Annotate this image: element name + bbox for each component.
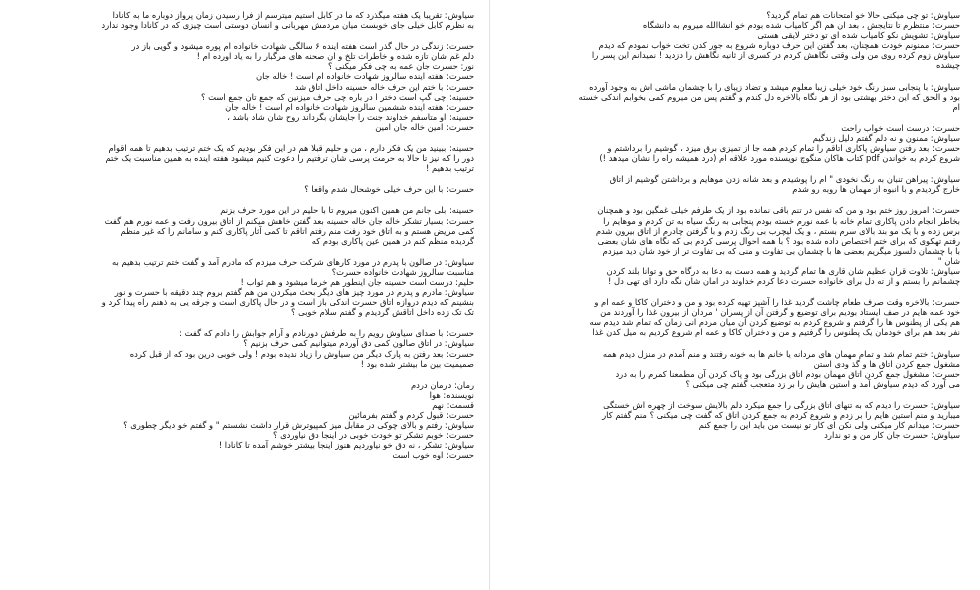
text-line: سیاوش: تقریبا یک هفته میگذرد که ما در کابل استیم میترسم از فرا رسیدن زمان پرواز دوباره ما به کانادا	[112, 10, 474, 20]
paragraph-gap	[514, 286, 960, 297]
paragraph-gap	[30, 194, 474, 205]
text-line: به نظرم کابل خیلی جای خوبست میان مردمش مهربانی و انسان دوستی است چیزی که در کانادا وجود ندارد	[101, 20, 474, 31]
text-line: تک تک زده داخل اتاقش گردیدم و گفتم سلام خوبی ؟	[291, 307, 474, 318]
text-line: حسرت: بعد رفتن به پارک دیگر من سیاوش را زیاد ندیده بودم ! ولی خوبی درین بود که از قبل کرده	[129, 348, 474, 359]
paragraph-gap	[514, 338, 960, 349]
text-line: حسینه: او متاسفم خداوند جنت را جایشان بگرداند روح شان شاد باشد ،	[227, 111, 474, 122]
left-page-text	[30, 10, 474, 460]
text-line: سیاوش: در صالون با پدرم در مورد کارهای شرکت حرف میزدم که مادرم آمد و گفت ختم ترتیب بدهیم به	[112, 256, 474, 267]
text-line: حسرت: درست است خواب راحت	[841, 122, 960, 133]
text-line: سیاوش: حسرت را دیدم که به تنهای اتاق بزرگی را جمع میکرد دلم بالایش سوخت از چهره اش خستگی	[603, 399, 960, 410]
text-line: نور: حسرت جان عمه به چی فکر میکنی ؟	[327, 61, 474, 72]
text-line: نویسنده: هوا	[429, 389, 474, 400]
text-line: حسینه: چی گپ است دختر ا در باره چی حرف میزنین که جمع تان جمع است ؟	[201, 91, 474, 102]
text-line: حسرت: بالاخره وقت صرف طعام چاشت گردید غذا را آشپز تهیه کرده بود و من و دختران کاکا و عمه ام و	[594, 297, 960, 308]
text-line: خود عمه هایم در صف ایستاد بودیم برای توضیع و گرفتن آن از پسران ' مردان از بیرون غذا را آوردند من	[600, 307, 960, 318]
text-line: حسرت: هفته اینده سالروز شهادت خانواده ام است ! خاله جان	[255, 71, 474, 82]
text-line: حسرت: بعد رفتن سیاوش پاکاری اتاقم را تمام کردم همه جا از تمیزی برق میزد ، گوشیم را برداشتم و	[607, 143, 960, 154]
text-line: مناسبت سالروز شهادت خانواده حسرت؟	[331, 266, 474, 277]
text-line: سیاوش: ختم تمام شد و تمام مهمان های مردانه یا خانم ها به خونه رفتند و منم آمدم در منزل دیدم همه	[602, 348, 960, 359]
text-line: حسرت: خوبم تشکر تو خودت خوبی در اینجا دق نیاوردی ؟	[272, 430, 474, 441]
text-line: سیاوش: مادرم و پدرم در مورد چیز های دیگر بحث میکردن من هم گفتم بروم چند دقیقه با حسرت و نور	[114, 287, 474, 298]
text-line: می آورد که دیدم سیاوش آمد و استین هایش را بر زد متعجب گفتم چی میکنی ؟	[685, 378, 960, 389]
text-line: میبارید و منم استین هایم را بر زدم و شروع کردم به جمع کردن اتاق که گفت چی میکنی ؟ منم گفتم کار	[602, 410, 960, 420]
paragraph-gap	[514, 389, 960, 400]
text-line: حسرت: بسیار تشکر خاله جان خاله حسینه بعد گفتن خاهش میکنم از اتاق بیرون رفت و عمه نورم هم گفت	[104, 215, 474, 226]
text-line: سیاوش: تلاوت قران عظیم شان قاری ها تمام گردید و همه دست به دعا به درگاه حق و توانا بلند کردن	[606, 265, 960, 276]
text-line: حسرت: هفته اینده ششمین سالروز شهادت خانواده ام است ! خاله جان	[225, 101, 474, 112]
right-page	[490, 0, 980, 590]
text-line: حسرت: امروز روز ختم بود و من که نفس در تنم باقی نمانده بود از یک طرفم خیلی غمگین بود و همچنان	[597, 205, 960, 216]
text-line: سیاوش: در اتاق صالون کمی دق آوردم میتوانیم کمی حرف بزنیم ؟	[243, 338, 474, 349]
text-line: حسرت: منتظرم تا نتایجش ، بعد ان هم اگر کامیاب شده بودم خو انشاالله میروم به دانشگاه	[642, 20, 960, 31]
text-line: حسرت: با صدای سیاوش رویم را به طرفش دورنادم و آرام جوابش را دادم که گفت :	[179, 328, 474, 339]
text-line: بنشینم که دیدم دروازه اتاق حسرت اندکی باز است و در حال پاکاری است و جرقه یی به ذهنم راه پیدا کرد و	[101, 297, 474, 308]
text-line: حسرت: امین خاله جان امین	[375, 121, 474, 132]
text-line: گردیده منظم کنم در همین عین پاکاری بودم که	[311, 235, 474, 246]
paragraph-gap	[30, 173, 474, 184]
text-line: حسرت: با ختم این حرف خاله حسینه داخل اتاق شد	[294, 81, 474, 92]
text-line: سیاوش: پیراهن تنبان به رنگ نخودی " ام را پوشیدم و بعد شانه زدن موهایم و برداشتن گوشیم از اتاق	[609, 174, 960, 185]
text-line: شروع کردم به خواندن pdf کتاب هاکان منگوچ نویسنده مورد علاقه ام (درد همیشه راه را نشان میدهد !)	[599, 153, 960, 164]
text-line: هم یکی از پطنوس ها را گرفتم و شروع کردم به توضیع کردن آن میان مردم انی زمان که تمام شد دیدم سه	[589, 317, 960, 328]
text-line: ترتیب بدهیم !	[426, 163, 474, 174]
text-line: مشغول جمع کردن اتاق ها و گذ ودی استن	[813, 358, 960, 369]
text-line: سیاوش: ممنون و نه دلم گفتم دلیل زندگیم	[812, 132, 960, 143]
text-line: حسرت: اوه خوب است	[392, 450, 474, 461]
text-line: حسرت: زندگی در حال گذر است هفته اینده ۶ سالگی شهادت خانواده ام پوره میشود و گویی باز در	[131, 41, 474, 52]
text-line: بخاطر انجام دادن پاکاری تمام خانه با عمه نورم خسته بودم پنجابی به رنگ سیاه به تن کردم و موهایم را	[603, 215, 960, 226]
text-line: چشمانم را بستم و از ته دل برای خانواده حسرت دعا کردم خداوند در امان شان نگه دارد ای تهی دل !	[608, 276, 960, 287]
text-line: دلم غم شان تازه شده و خاطرات تلخ و ان صحنه های مرگبار را به یاد اورده ام !	[196, 51, 474, 62]
paragraph-gap	[30, 246, 474, 257]
paragraph-gap	[514, 112, 960, 123]
right-page-text	[514, 10, 960, 440]
text-line: رمان: درمان دردم	[410, 379, 474, 390]
text-line: بود و الحق که این دختر بهشتی بود از هر نگاه بالاخره دل کندم و گفتم پس من میروم کمی بخوابم اندکی خسته	[578, 91, 960, 102]
text-line: حسینه: بلی جانم من همین اکنون میروم تا با حلیم در این مورد حرف بزنم	[220, 205, 474, 216]
text-line: چیشده	[936, 60, 960, 71]
text-line: سیاوش زوم کرده روی من ولی وقتی نگاهش کردم در کسری از ثانیه نگاهش را دزدید ! نمیدانم این پسر را	[591, 50, 960, 61]
text-line: رفتم تهکوی که برای ختم اختصاص داده شده بود ؟ با همه احوال پرسی کردم بی که نگاه های شان بعضی	[597, 235, 960, 246]
text-line: سیاوش: حسرت جان کار من و تو ندارد	[824, 430, 960, 441]
text-line: حسینه: ببینید من یک فکر دارم ، من و حلیم قبلا هم در این فکر بودیم که یک ختم ترتیب بدهیم تا همه اقوام	[108, 143, 474, 154]
paragraph-gap	[514, 194, 960, 205]
text-line: خارج گردیدم و با انبوه از مهمان ها روبه رو شدم	[792, 184, 960, 195]
paragraph-gap	[514, 163, 960, 174]
text-line: قسمت: نهم	[432, 399, 474, 410]
text-line: شان "	[937, 255, 960, 266]
text-line: سیاوش: با پنجابی سبز رنگ خود خیلی زیبا معلوم میشد و تضاد زیبای را با چشمان ماشی اش به وجود آورده	[589, 81, 960, 92]
text-line: سیاوش: تشویش نکو کامیاب شده ای تو دختر لایقی هستی	[757, 30, 960, 41]
text-line: حسرت: قبول کردم و گفتم بفرمائین	[348, 410, 474, 420]
paragraph-gap	[30, 30, 474, 41]
text-line: برس زده و با یک مو بند بالای سرم بستم ، و یک لیچرب بی رنگ زدم و با گرفتن چادرم از اتاق بیرون شدم	[595, 225, 960, 236]
text-line: حسرت: با این حرف خیلی خوشحال شدم واقعا ؟	[304, 184, 474, 195]
text-line: ام	[952, 101, 960, 112]
text-line: با با چشمان دلسوز میگریم بعضی ها با چشمان بی تفاوت و منی که بی تفاوت تر از خود شان دید میزدم	[602, 245, 960, 256]
text-line: کمی مریض هستم و به اتاق خود رفت منم رفتم اتاقم تا کمی آثار پاکاری کنم و سامانم را که غیر منظم	[120, 225, 474, 236]
text-line: نفر بعد هم برای خودمان یک پطنوس را گرفتیم و من و دختران کاکا و عمه ام شروع کردیم به میل کدن غذا	[592, 327, 960, 338]
text-line: دور را که نیز تا حالا به حرمت پرسی شان ترفتیم را دعوت کنیم میشود هفته اینده به همین مناسبت یک ختم	[105, 153, 474, 164]
text-line: حسرت: میدانم کار میکنی ولی نکن ای کار تو نیست من باید این را جمع کنم	[698, 420, 960, 431]
text-line: حسرت: مشغول جمع کردن اتاق مهمان بودم اتاق بزرگی بود و پاک کردن آن مطمعنا کمرم را به درد	[615, 368, 960, 379]
text-line: سیاوش: تو چی میکنی حالا خو امتحانات هم تمام گردید؟	[766, 10, 960, 20]
text-line: صمیمیت بین ما بیشتر شده بود !	[360, 358, 474, 369]
paragraph-gap	[30, 317, 474, 328]
text-line: سیاوش: رفتم و بالای چوکی در مقابل میز کمپیوترش قرار داشت نشستم " و گفتم خو دیگر چطوری ؟	[123, 420, 474, 431]
text-line: سیاوش: تشکر ، نه دق خو نیاوردیم هنوز اینجا بیشتر خوشم آمده تا کانادا !	[218, 440, 474, 451]
paragraph-gap	[514, 71, 960, 82]
text-line: حسرت: ممنونم خودت همچنان، بعد گفتن این حرف دوباره شروع به جور کدن تخت خواب نمودم که دیدم	[598, 40, 960, 51]
paragraph-gap	[30, 132, 474, 143]
paragraph-gap	[30, 369, 474, 380]
text-line: حلیم: درست است حسینه جان اینطور هم خرما میشود و هم ثواب !	[240, 276, 474, 287]
